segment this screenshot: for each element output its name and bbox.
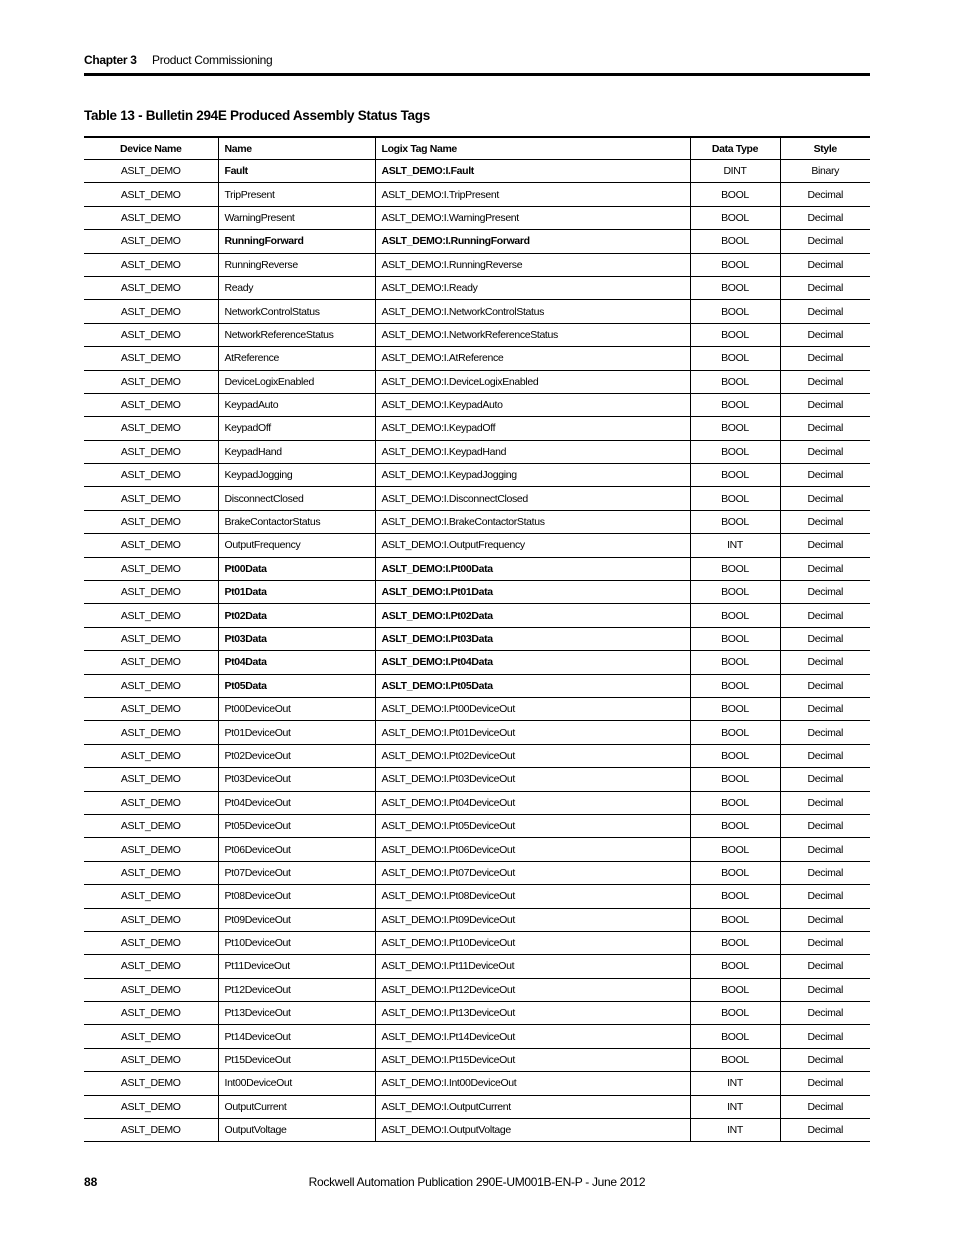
- table-body: [84, 160, 870, 1142]
- cell-logix-tag-name: ASLT_DEMO:I.Pt00Data: [375, 557, 690, 580]
- cell-logix-tag-name: ASLT_DEMO:I.Pt14DeviceOut: [375, 1025, 690, 1048]
- cell-device-name: ASLT_DEMO: [84, 908, 218, 931]
- cell-name: Pt09DeviceOut: [218, 908, 375, 931]
- cell-data-type: BOOL: [690, 370, 780, 393]
- table-row: [84, 253, 870, 276]
- cell-name: Pt11DeviceOut: [218, 955, 375, 978]
- cell-name: KeypadOff: [218, 417, 375, 440]
- cell-logix-tag-name: ASLT_DEMO:I.Pt10DeviceOut: [375, 931, 690, 954]
- cell-logix-tag-name: ASLT_DEMO:I.Pt15DeviceOut: [375, 1048, 690, 1071]
- cell-data-type: BOOL: [690, 206, 780, 229]
- table-row: [84, 183, 870, 206]
- cell-logix-tag-name: ASLT_DEMO:I.Int00DeviceOut: [375, 1072, 690, 1095]
- table-row: [84, 1072, 870, 1095]
- cell-style: Decimal: [780, 627, 870, 650]
- header-rule: [84, 73, 870, 76]
- table-row: [84, 838, 870, 861]
- cell-name: Pt12DeviceOut: [218, 978, 375, 1001]
- cell-style: Decimal: [780, 557, 870, 580]
- table-row: [84, 1095, 870, 1118]
- cell-data-type: BOOL: [690, 955, 780, 978]
- cell-logix-tag-name: ASLT_DEMO:I.Pt12DeviceOut: [375, 978, 690, 1001]
- cell-data-type: BOOL: [690, 674, 780, 697]
- cell-style: Decimal: [780, 1048, 870, 1071]
- cell-device-name: ASLT_DEMO: [84, 1095, 218, 1118]
- cell-logix-tag-name: ASLT_DEMO:I.Pt02Data: [375, 604, 690, 627]
- table-row: [84, 347, 870, 370]
- cell-name: Ready: [218, 276, 375, 299]
- cell-name: DeviceLogixEnabled: [218, 370, 375, 393]
- cell-logix-tag-name: ASLT_DEMO:I.Pt01Data: [375, 581, 690, 604]
- table-row: [84, 978, 870, 1001]
- table-row: [84, 1048, 870, 1071]
- cell-data-type: BOOL: [690, 440, 780, 463]
- cell-name: Pt02DeviceOut: [218, 744, 375, 767]
- cell-style: Decimal: [780, 1095, 870, 1118]
- cell-name: RunningReverse: [218, 253, 375, 276]
- cell-device-name: ASLT_DEMO: [84, 814, 218, 837]
- cell-logix-tag-name: ASLT_DEMO:I.KeypadOff: [375, 417, 690, 440]
- cell-logix-tag-name: ASLT_DEMO:I.OutputVoltage: [375, 1119, 690, 1142]
- table-row: [84, 1002, 870, 1025]
- cell-data-type: INT: [690, 1119, 780, 1142]
- publication-footer: [0, 1175, 954, 1189]
- cell-device-name: ASLT_DEMO: [84, 440, 218, 463]
- cell-data-type: BOOL: [690, 183, 780, 206]
- cell-style: Decimal: [780, 1119, 870, 1142]
- column-header-name: Name: [218, 137, 375, 160]
- table-row: [84, 768, 870, 791]
- cell-data-type: INT: [690, 1072, 780, 1095]
- cell-device-name: ASLT_DEMO: [84, 768, 218, 791]
- cell-data-type: BOOL: [690, 697, 780, 720]
- section-title: Product Commissioning: [152, 53, 273, 67]
- cell-style: Decimal: [780, 838, 870, 861]
- cell-device-name: ASLT_DEMO: [84, 393, 218, 416]
- cell-style: Decimal: [780, 604, 870, 627]
- cell-device-name: ASLT_DEMO: [84, 417, 218, 440]
- cell-device-name: ASLT_DEMO: [84, 885, 218, 908]
- cell-style: Decimal: [780, 323, 870, 346]
- cell-name: Pt03Data: [218, 627, 375, 650]
- cell-logix-tag-name: ASLT_DEMO:I.NetworkControlStatus: [375, 300, 690, 323]
- table-row: [84, 160, 870, 183]
- cell-style: Decimal: [780, 347, 870, 370]
- cell-data-type: BOOL: [690, 464, 780, 487]
- table-header: [84, 137, 870, 160]
- cell-name: WarningPresent: [218, 206, 375, 229]
- cell-logix-tag-name: ASLT_DEMO:I.Pt03DeviceOut: [375, 768, 690, 791]
- cell-name: Pt06DeviceOut: [218, 838, 375, 861]
- cell-name: Pt07DeviceOut: [218, 861, 375, 884]
- cell-data-type: BOOL: [690, 347, 780, 370]
- cell-device-name: ASLT_DEMO: [84, 627, 218, 650]
- cell-name: Fault: [218, 160, 375, 183]
- cell-data-type: BOOL: [690, 557, 780, 580]
- cell-name: AtReference: [218, 347, 375, 370]
- table-row: [84, 604, 870, 627]
- cell-style: Decimal: [780, 534, 870, 557]
- cell-name: RunningForward: [218, 230, 375, 253]
- cell-logix-tag-name: ASLT_DEMO:I.Pt02DeviceOut: [375, 744, 690, 767]
- cell-logix-tag-name: ASLT_DEMO:I.Pt03Data: [375, 627, 690, 650]
- cell-logix-tag-name: ASLT_DEMO:I.TripPresent: [375, 183, 690, 206]
- cell-logix-tag-name: ASLT_DEMO:I.Pt09DeviceOut: [375, 908, 690, 931]
- cell-name: Pt00DeviceOut: [218, 697, 375, 720]
- cell-data-type: INT: [690, 1095, 780, 1118]
- cell-name: Pt13DeviceOut: [218, 1002, 375, 1025]
- column-header-device-name: Device Name: [84, 137, 218, 160]
- cell-data-type: INT: [690, 534, 780, 557]
- table-row: [84, 370, 870, 393]
- cell-device-name: ASLT_DEMO: [84, 534, 218, 557]
- table-row: [84, 721, 870, 744]
- cell-device-name: ASLT_DEMO: [84, 1048, 218, 1071]
- cell-style: Decimal: [780, 978, 870, 1001]
- cell-style: Decimal: [780, 814, 870, 837]
- cell-device-name: ASLT_DEMO: [84, 697, 218, 720]
- cell-device-name: ASLT_DEMO: [84, 300, 218, 323]
- cell-logix-tag-name: ASLT_DEMO:I.WarningPresent: [375, 206, 690, 229]
- cell-style: Decimal: [780, 651, 870, 674]
- cell-name: KeypadJogging: [218, 464, 375, 487]
- cell-name: OutputCurrent: [218, 1095, 375, 1118]
- cell-device-name: ASLT_DEMO: [84, 604, 218, 627]
- cell-style: Decimal: [780, 510, 870, 533]
- cell-data-type: BOOL: [690, 885, 780, 908]
- cell-device-name: ASLT_DEMO: [84, 557, 218, 580]
- cell-logix-tag-name: ASLT_DEMO:I.KeypadAuto: [375, 393, 690, 416]
- table-row: [84, 534, 870, 557]
- cell-name: Pt01DeviceOut: [218, 721, 375, 744]
- cell-device-name: ASLT_DEMO: [84, 1119, 218, 1142]
- cell-logix-tag-name: ASLT_DEMO:I.Pt05Data: [375, 674, 690, 697]
- cell-name: Pt04DeviceOut: [218, 791, 375, 814]
- cell-style: Decimal: [780, 1025, 870, 1048]
- column-header-logix-tag-name: Logix Tag Name: [375, 137, 690, 160]
- cell-data-type: BOOL: [690, 393, 780, 416]
- cell-name: BrakeContactorStatus: [218, 510, 375, 533]
- cell-logix-tag-name: ASLT_DEMO:I.KeypadHand: [375, 440, 690, 463]
- cell-name: TripPresent: [218, 183, 375, 206]
- cell-data-type: BOOL: [690, 931, 780, 954]
- cell-data-type: BOOL: [690, 627, 780, 650]
- cell-style: Decimal: [780, 581, 870, 604]
- cell-name: OutputFrequency: [218, 534, 375, 557]
- cell-name: Pt04Data: [218, 651, 375, 674]
- cell-name: Pt05Data: [218, 674, 375, 697]
- cell-name: Pt05DeviceOut: [218, 814, 375, 837]
- cell-logix-tag-name: ASLT_DEMO:I.Pt01DeviceOut: [375, 721, 690, 744]
- table-row: [84, 955, 870, 978]
- table-row: [84, 1025, 870, 1048]
- cell-style: Decimal: [780, 206, 870, 229]
- cell-device-name: ASLT_DEMO: [84, 464, 218, 487]
- table-header-row: [84, 137, 870, 160]
- table-row: [84, 861, 870, 884]
- cell-data-type: BOOL: [690, 300, 780, 323]
- cell-device-name: ASLT_DEMO: [84, 651, 218, 674]
- cell-device-name: ASLT_DEMO: [84, 183, 218, 206]
- cell-logix-tag-name: ASLT_DEMO:I.BrakeContactorStatus: [375, 510, 690, 533]
- cell-device-name: ASLT_DEMO: [84, 744, 218, 767]
- cell-style: Decimal: [780, 721, 870, 744]
- cell-logix-tag-name: ASLT_DEMO:I.Pt11DeviceOut: [375, 955, 690, 978]
- cell-logix-tag-name: ASLT_DEMO:I.DisconnectClosed: [375, 487, 690, 510]
- cell-style: Decimal: [780, 276, 870, 299]
- cell-device-name: ASLT_DEMO: [84, 838, 218, 861]
- table-row: [84, 581, 870, 604]
- table-row: [84, 464, 870, 487]
- cell-data-type: BOOL: [690, 604, 780, 627]
- cell-style: Decimal: [780, 791, 870, 814]
- cell-device-name: ASLT_DEMO: [84, 206, 218, 229]
- table-row: [84, 627, 870, 650]
- cell-data-type: BOOL: [690, 721, 780, 744]
- cell-name: Pt01Data: [218, 581, 375, 604]
- cell-data-type: BOOL: [690, 417, 780, 440]
- status-tags-table: [84, 136, 870, 1142]
- table-caption: Table 13 - Bulletin 294E Produced Assembly Status Tags: [84, 108, 430, 123]
- chapter-label: Chapter 3: [84, 53, 137, 67]
- cell-style: Decimal: [780, 955, 870, 978]
- cell-style: Decimal: [780, 300, 870, 323]
- cell-style: Decimal: [780, 487, 870, 510]
- table-row: [84, 814, 870, 837]
- cell-device-name: ASLT_DEMO: [84, 370, 218, 393]
- cell-device-name: ASLT_DEMO: [84, 1072, 218, 1095]
- cell-name: Pt02Data: [218, 604, 375, 627]
- cell-data-type: BOOL: [690, 838, 780, 861]
- cell-logix-tag-name: ASLT_DEMO:I.Pt08DeviceOut: [375, 885, 690, 908]
- cell-style: Decimal: [780, 697, 870, 720]
- cell-logix-tag-name: ASLT_DEMO:I.RunningForward: [375, 230, 690, 253]
- cell-style: Decimal: [780, 674, 870, 697]
- table-row: [84, 510, 870, 533]
- cell-device-name: ASLT_DEMO: [84, 276, 218, 299]
- cell-data-type: BOOL: [690, 253, 780, 276]
- cell-style: Decimal: [780, 861, 870, 884]
- cell-name: DisconnectClosed: [218, 487, 375, 510]
- table-row: [84, 487, 870, 510]
- table-row: [84, 300, 870, 323]
- table-row: [84, 791, 870, 814]
- cell-style: Decimal: [780, 230, 870, 253]
- cell-device-name: ASLT_DEMO: [84, 1002, 218, 1025]
- cell-style: Decimal: [780, 464, 870, 487]
- cell-style: Decimal: [780, 768, 870, 791]
- table-row: [84, 885, 870, 908]
- cell-name: Pt14DeviceOut: [218, 1025, 375, 1048]
- cell-device-name: ASLT_DEMO: [84, 861, 218, 884]
- table-row: [84, 651, 870, 674]
- cell-logix-tag-name: ASLT_DEMO:I.OutputCurrent: [375, 1095, 690, 1118]
- cell-name: KeypadHand: [218, 440, 375, 463]
- cell-style: Binary: [780, 160, 870, 183]
- cell-logix-tag-name: ASLT_DEMO:I.Ready: [375, 276, 690, 299]
- cell-data-type: BOOL: [690, 1025, 780, 1048]
- cell-logix-tag-name: ASLT_DEMO:I.Pt07DeviceOut: [375, 861, 690, 884]
- cell-data-type: BOOL: [690, 744, 780, 767]
- table-row: [84, 206, 870, 229]
- table-row: [84, 276, 870, 299]
- cell-data-type: BOOL: [690, 323, 780, 346]
- cell-data-type: BOOL: [690, 978, 780, 1001]
- cell-style: Decimal: [780, 183, 870, 206]
- cell-style: Decimal: [780, 440, 870, 463]
- table-row: [84, 393, 870, 416]
- column-header-data-type: Data Type: [690, 137, 780, 160]
- cell-logix-tag-name: ASLT_DEMO:I.RunningReverse: [375, 253, 690, 276]
- cell-device-name: ASLT_DEMO: [84, 1025, 218, 1048]
- cell-logix-tag-name: ASLT_DEMO:I.KeypadJogging: [375, 464, 690, 487]
- cell-device-name: ASLT_DEMO: [84, 347, 218, 370]
- cell-logix-tag-name: ASLT_DEMO:I.Pt00DeviceOut: [375, 697, 690, 720]
- cell-name: Pt15DeviceOut: [218, 1048, 375, 1071]
- cell-style: Decimal: [780, 417, 870, 440]
- cell-logix-tag-name: ASLT_DEMO:I.Fault: [375, 160, 690, 183]
- cell-data-type: BOOL: [690, 814, 780, 837]
- cell-style: Decimal: [780, 744, 870, 767]
- table-row: [84, 697, 870, 720]
- cell-name: OutputVoltage: [218, 1119, 375, 1142]
- cell-device-name: ASLT_DEMO: [84, 160, 218, 183]
- cell-logix-tag-name: ASLT_DEMO:I.Pt04Data: [375, 651, 690, 674]
- cell-name: NetworkControlStatus: [218, 300, 375, 323]
- cell-data-type: BOOL: [690, 1002, 780, 1025]
- cell-logix-tag-name: ASLT_DEMO:I.OutputFrequency: [375, 534, 690, 557]
- cell-device-name: ASLT_DEMO: [84, 931, 218, 954]
- cell-data-type: BOOL: [690, 487, 780, 510]
- cell-device-name: ASLT_DEMO: [84, 253, 218, 276]
- cell-data-type: BOOL: [690, 791, 780, 814]
- cell-device-name: ASLT_DEMO: [84, 721, 218, 744]
- table-row: [84, 908, 870, 931]
- cell-data-type: BOOL: [690, 908, 780, 931]
- cell-device-name: ASLT_DEMO: [84, 487, 218, 510]
- table-row: [84, 440, 870, 463]
- cell-device-name: ASLT_DEMO: [84, 581, 218, 604]
- page-number: 88: [84, 1175, 98, 1189]
- cell-device-name: ASLT_DEMO: [84, 510, 218, 533]
- cell-style: Decimal: [780, 393, 870, 416]
- cell-device-name: ASLT_DEMO: [84, 955, 218, 978]
- cell-device-name: ASLT_DEMO: [84, 323, 218, 346]
- cell-style: Decimal: [780, 370, 870, 393]
- cell-device-name: ASLT_DEMO: [84, 791, 218, 814]
- cell-data-type: BOOL: [690, 510, 780, 533]
- cell-logix-tag-name: ASLT_DEMO:I.Pt05DeviceOut: [375, 814, 690, 837]
- cell-device-name: ASLT_DEMO: [84, 674, 218, 697]
- cell-device-name: ASLT_DEMO: [84, 230, 218, 253]
- cell-style: Decimal: [780, 885, 870, 908]
- cell-style: Decimal: [780, 1002, 870, 1025]
- cell-name: NetworkReferenceStatus: [218, 323, 375, 346]
- cell-name: KeypadAuto: [218, 393, 375, 416]
- cell-data-type: BOOL: [690, 861, 780, 884]
- cell-name: Pt08DeviceOut: [218, 885, 375, 908]
- cell-style: Decimal: [780, 931, 870, 954]
- cell-device-name: ASLT_DEMO: [84, 978, 218, 1001]
- cell-name: Pt00Data: [218, 557, 375, 580]
- table-row: [84, 931, 870, 954]
- column-header-style: Style: [780, 137, 870, 160]
- cell-style: Decimal: [780, 1072, 870, 1095]
- cell-logix-tag-name: ASLT_DEMO:I.AtReference: [375, 347, 690, 370]
- cell-data-type: BOOL: [690, 651, 780, 674]
- publication-text: Rockwell Automation Publication 290E-UM001B-EN-P - June 2012: [308, 1175, 646, 1189]
- cell-name: Int00DeviceOut: [218, 1072, 375, 1095]
- cell-style: Decimal: [780, 908, 870, 931]
- cell-data-type: BOOL: [690, 276, 780, 299]
- table-row: [84, 417, 870, 440]
- table-row: [84, 674, 870, 697]
- cell-logix-tag-name: ASLT_DEMO:I.Pt06DeviceOut: [375, 838, 690, 861]
- table-row: [84, 323, 870, 346]
- cell-style: Decimal: [780, 253, 870, 276]
- table-row: [84, 1119, 870, 1142]
- cell-data-type: BOOL: [690, 581, 780, 604]
- table-row: [84, 744, 870, 767]
- cell-name: Pt03DeviceOut: [218, 768, 375, 791]
- table-row: [84, 557, 870, 580]
- cell-data-type: BOOL: [690, 230, 780, 253]
- table-row: [84, 230, 870, 253]
- cell-logix-tag-name: ASLT_DEMO:I.DeviceLogixEnabled: [375, 370, 690, 393]
- cell-logix-tag-name: ASLT_DEMO:I.Pt04DeviceOut: [375, 791, 690, 814]
- cell-logix-tag-name: ASLT_DEMO:I.NetworkReferenceStatus: [375, 323, 690, 346]
- cell-name: Pt10DeviceOut: [218, 931, 375, 954]
- cell-data-type: BOOL: [690, 1048, 780, 1071]
- cell-logix-tag-name: ASLT_DEMO:I.Pt13DeviceOut: [375, 1002, 690, 1025]
- cell-data-type: DINT: [690, 160, 780, 183]
- cell-data-type: BOOL: [690, 768, 780, 791]
